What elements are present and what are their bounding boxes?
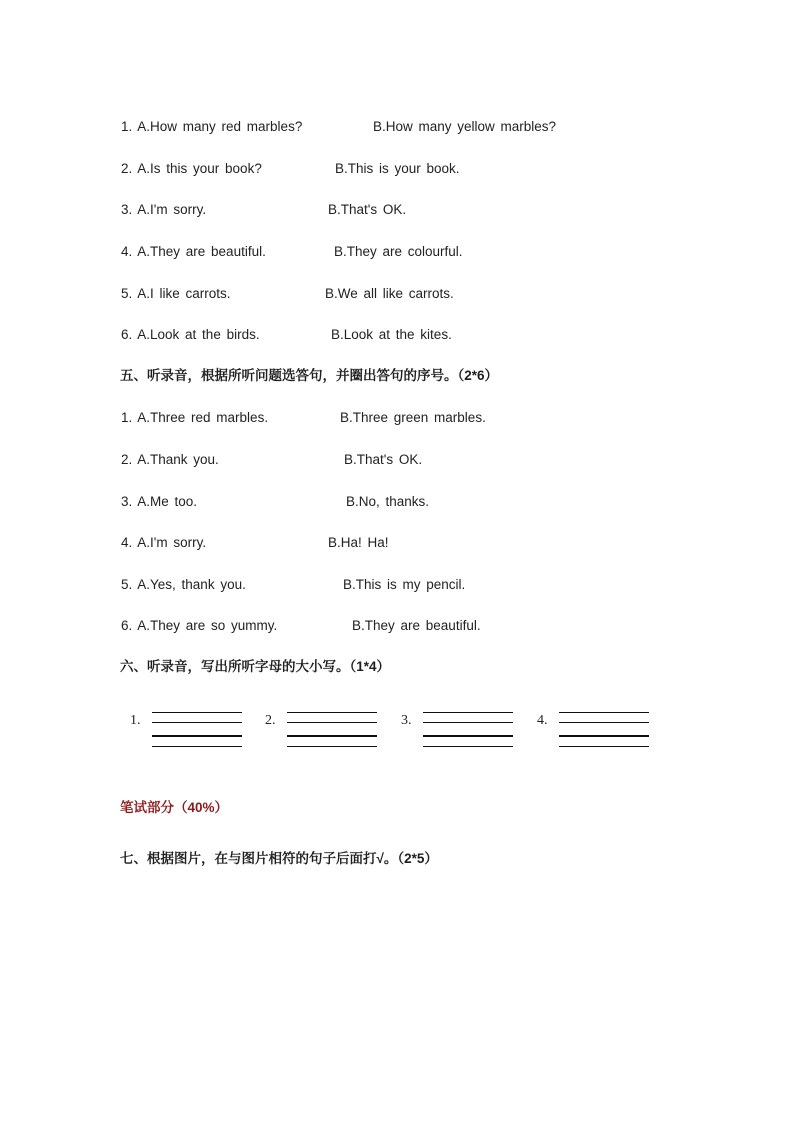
item-number: 3. bbox=[401, 713, 412, 728]
option-a: 4. A.They are beautiful. bbox=[121, 244, 266, 259]
list-item bbox=[121, 159, 460, 179]
list-item bbox=[121, 284, 454, 304]
option-b: B.How many yellow marbles? bbox=[373, 119, 557, 134]
section-heading: 七、根据图片，在与图片相符的句子后面打√。（2*5） bbox=[120, 851, 438, 866]
list-item bbox=[121, 242, 463, 262]
option-b: B.No, thanks. bbox=[346, 494, 430, 509]
item-number: 1. bbox=[130, 713, 141, 728]
section-heading: 五、听录音，根据所听问题选答句，并圈出答句的序号。（2*6） bbox=[120, 368, 499, 383]
option-a: 1. A.Three red marbles. bbox=[121, 410, 269, 425]
option-b: B.We all like carrots. bbox=[325, 286, 454, 301]
letter-writing-lines bbox=[401, 712, 541, 748]
letter-writing-lines bbox=[265, 712, 405, 748]
list-item bbox=[121, 408, 486, 428]
option-a: 5. A.I like carrots. bbox=[121, 286, 231, 301]
option-a: 6. A.They are so yummy. bbox=[121, 618, 278, 633]
written-part-label: 笔试部分（40%） bbox=[120, 800, 229, 815]
option-b: B.Ha! Ha! bbox=[328, 535, 389, 550]
option-a: 3. A.Me too. bbox=[121, 494, 198, 509]
list-item bbox=[121, 575, 466, 595]
list-item bbox=[121, 325, 452, 345]
option-a: 2. A.Thank you. bbox=[121, 452, 219, 467]
option-a: 2. A.Is this your book? bbox=[121, 161, 262, 176]
list-item bbox=[121, 450, 423, 470]
option-b: B.This is your book. bbox=[335, 161, 460, 176]
option-b: B.They are colourful. bbox=[334, 244, 463, 259]
option-b: B.Look at the kites. bbox=[331, 327, 452, 342]
item-number: 4. bbox=[537, 713, 548, 728]
option-a: 4. A.I'm sorry. bbox=[121, 535, 207, 550]
option-b: B.Three green marbles. bbox=[340, 410, 486, 425]
option-a: 5. A.Yes, thank you. bbox=[121, 577, 246, 592]
list-item bbox=[121, 533, 389, 553]
letter-writing-lines bbox=[537, 712, 677, 748]
list-item bbox=[121, 117, 557, 137]
item-number: 2. bbox=[265, 713, 276, 728]
option-b: B.This is my pencil. bbox=[343, 577, 466, 592]
option-b: B.That's OK. bbox=[344, 452, 423, 467]
list-item bbox=[121, 200, 407, 220]
option-b: B.They are beautiful. bbox=[352, 618, 481, 633]
option-b: B.That's OK. bbox=[328, 202, 407, 217]
list-item bbox=[121, 616, 481, 636]
option-a: 1. A.How many red marbles? bbox=[121, 119, 303, 134]
list-item bbox=[121, 492, 430, 512]
section-heading: 六、听录音，写出所听字母的大小写。（1*4） bbox=[120, 659, 391, 674]
option-a: 3. A.I'm sorry. bbox=[121, 202, 207, 217]
letter-writing-lines bbox=[130, 712, 270, 748]
option-a: 6. A.Look at the birds. bbox=[121, 327, 260, 342]
